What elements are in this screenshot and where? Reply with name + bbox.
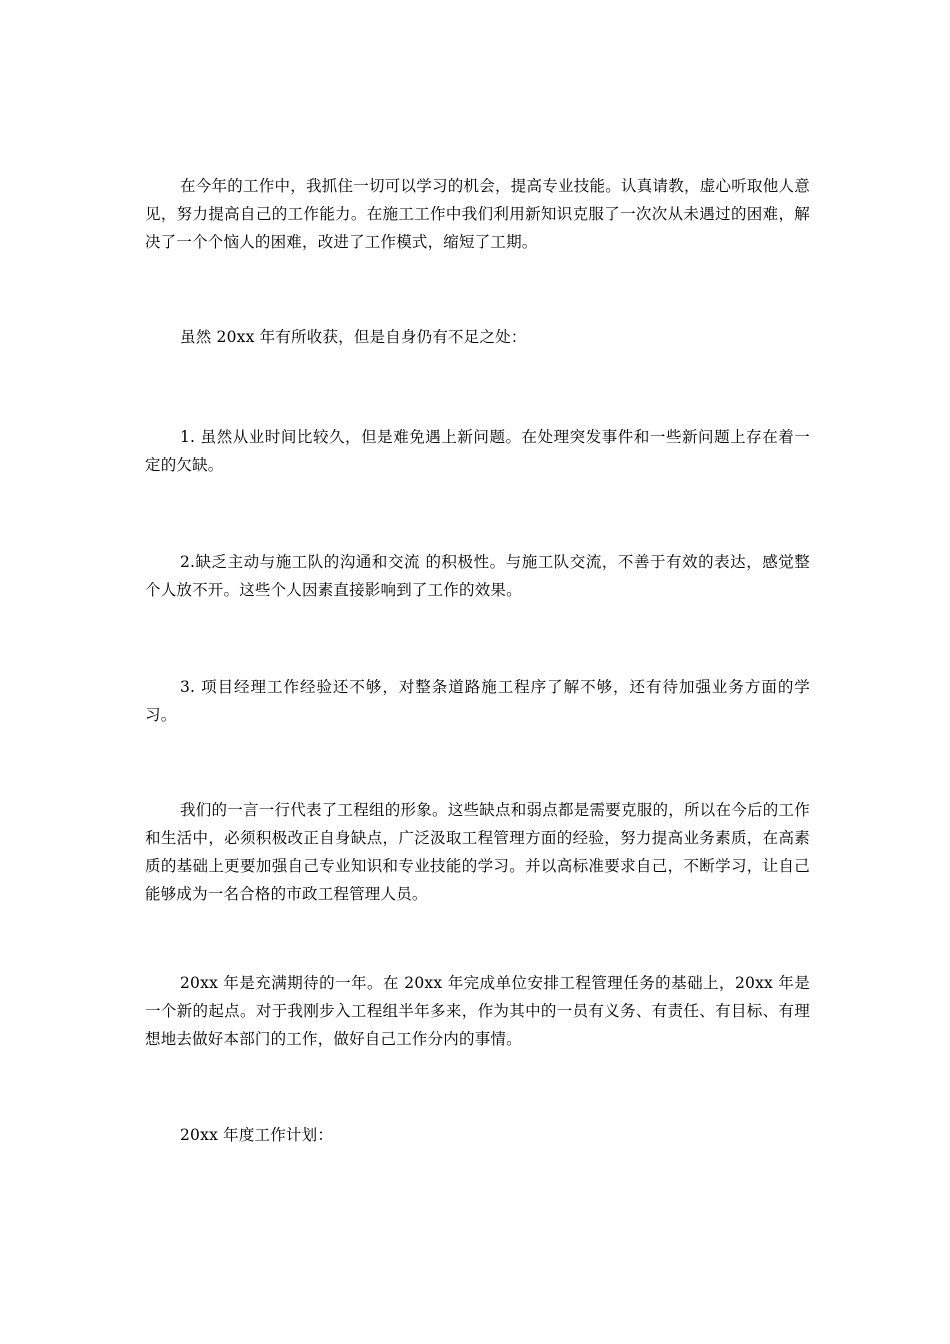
paragraph-shortcoming-1: 1. 虽然从业时间比较久，但是难免遇上新问题。在处理突发事件和一些新问题上存在着一定的欠缺。 (145, 428, 810, 474)
paragraph-shortcoming-2: 2.缺乏主动与施工队的沟通和交流 的积极性。与施工队交流，不善于有效的表达，感觉整个人放不开。这些个人因素直接影响到了工作的效果。 (145, 553, 810, 599)
paragraph-learning: 在今年的工作中，我抓住一切可以学习的机会，提高专业技能。认真请教，虚心听取他人意见，努力提高自己的工作能力。在施工工作中我们利用新知识克服了一次次从未遇过的困难，解决了一个个恼人的困难，改进了工作模式，缩短了工期。 (145, 177, 810, 251)
paragraph-new-year: 20xx 年是充满期待的一年。在 20xx 年完成单位安排工程管理任务的基础上，20xx 年是一个新的起点。对于我刚步入工程组半年多来，作为其中的一员有义务、有责任、有目标、有理想地去做好本部门的工作，做好自己工作分内的事情。 (145, 974, 810, 1048)
paragraph-plan-heading: 20xx 年度工作计划： (180, 1126, 334, 1144)
paragraph-improvement: 我们的一言一行代表了工程组的形象。这些缺点和弱点都是需要克服的，所以在今后的工作和生活中，必须积极改正自身缺点，广泛汲取工程管理方面的经验，努力提高业务素质，在高素质的基础上更要加强自己专业知识和专业技能的学习。并以高标准要求自己，不断学习，让自己能够成为一名合格的市政工程管理人员。 (145, 801, 810, 903)
paragraph-shortcomings-intro: 虽然 20xx 年有所收获，但是自身仍有不足之处： (180, 328, 527, 346)
paragraph-shortcoming-3: 3. 项目经理工作经验还不够，对整条道路施工程序了解不够，还有待加强业务方面的学习。 (145, 678, 810, 724)
